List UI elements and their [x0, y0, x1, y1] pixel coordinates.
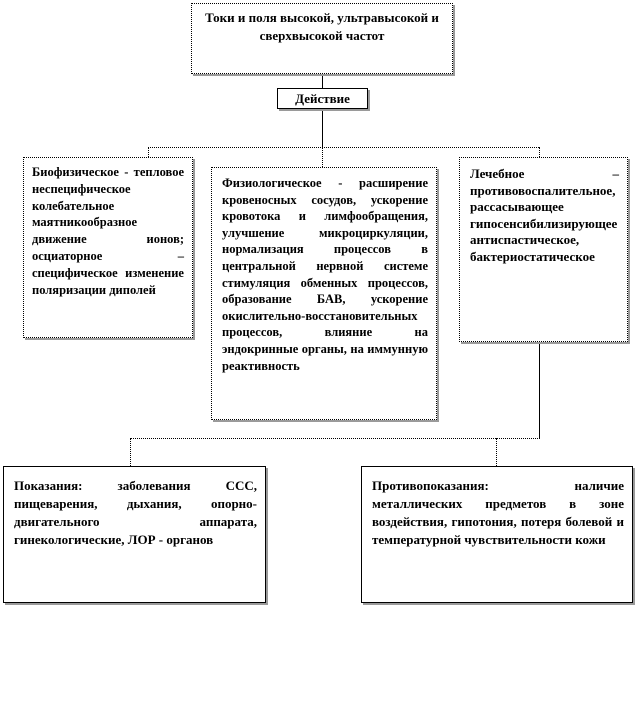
connector-to-right-box — [539, 147, 540, 157]
connector-branch-horizontal — [148, 147, 539, 148]
contraindications-box — [361, 466, 633, 603]
title-text: Токи и поля высокой, ультравысокой и сверхвысокой частот — [205, 10, 439, 43]
title-box — [191, 3, 453, 74]
contraindications-text: Противопоказания: наличие металлических предметов в зоне воздействия, гипотония, потеря болевой и температурной чувствительности кожи — [372, 478, 624, 547]
right-box-text: Лечебное – противовоспалительное, рассасывающее гипосенсибилизирующее антиспастическое, бактериостатическое — [470, 166, 619, 264]
indications-text: Показания: заболевания ССС, пищеварения, дыхания, опорно-двигательного аппарата, гинекологические, ЛОР - органов — [14, 478, 257, 547]
middle-box — [211, 167, 437, 420]
connector-title-action — [322, 74, 323, 88]
connector-to-contraindications — [496, 438, 497, 466]
connector-right-box-down — [539, 342, 540, 438]
connector-to-middle-box — [322, 147, 323, 167]
left-box — [23, 157, 193, 338]
connector-to-indications — [130, 438, 131, 466]
connector-bottom-horizontal — [130, 438, 540, 439]
right-box — [459, 157, 628, 342]
connector-action-branch — [322, 109, 323, 147]
action-text: Действие — [295, 91, 350, 106]
middle-box-text: Физиологическое - расширение кровеносных сосудов, ускорение кровотока и лимфообращения, улучшение микроциркуляции, нормализация процессов в центральной нервной системе стимуляция обменных процессов, образование БАВ, ускорение окислительно-восстановительных процессов, влияние на эндокринные органы, на иммунную реактивность — [222, 176, 428, 373]
left-box-text: Биофизическое - тепловое неспецифическое колебательное маятникообразное движение ионов; осциаторное – специфическое изменение поляризации диполей — [32, 165, 184, 297]
connector-to-left-box — [148, 147, 149, 157]
action-box — [277, 88, 368, 109]
indications-box — [3, 466, 266, 603]
